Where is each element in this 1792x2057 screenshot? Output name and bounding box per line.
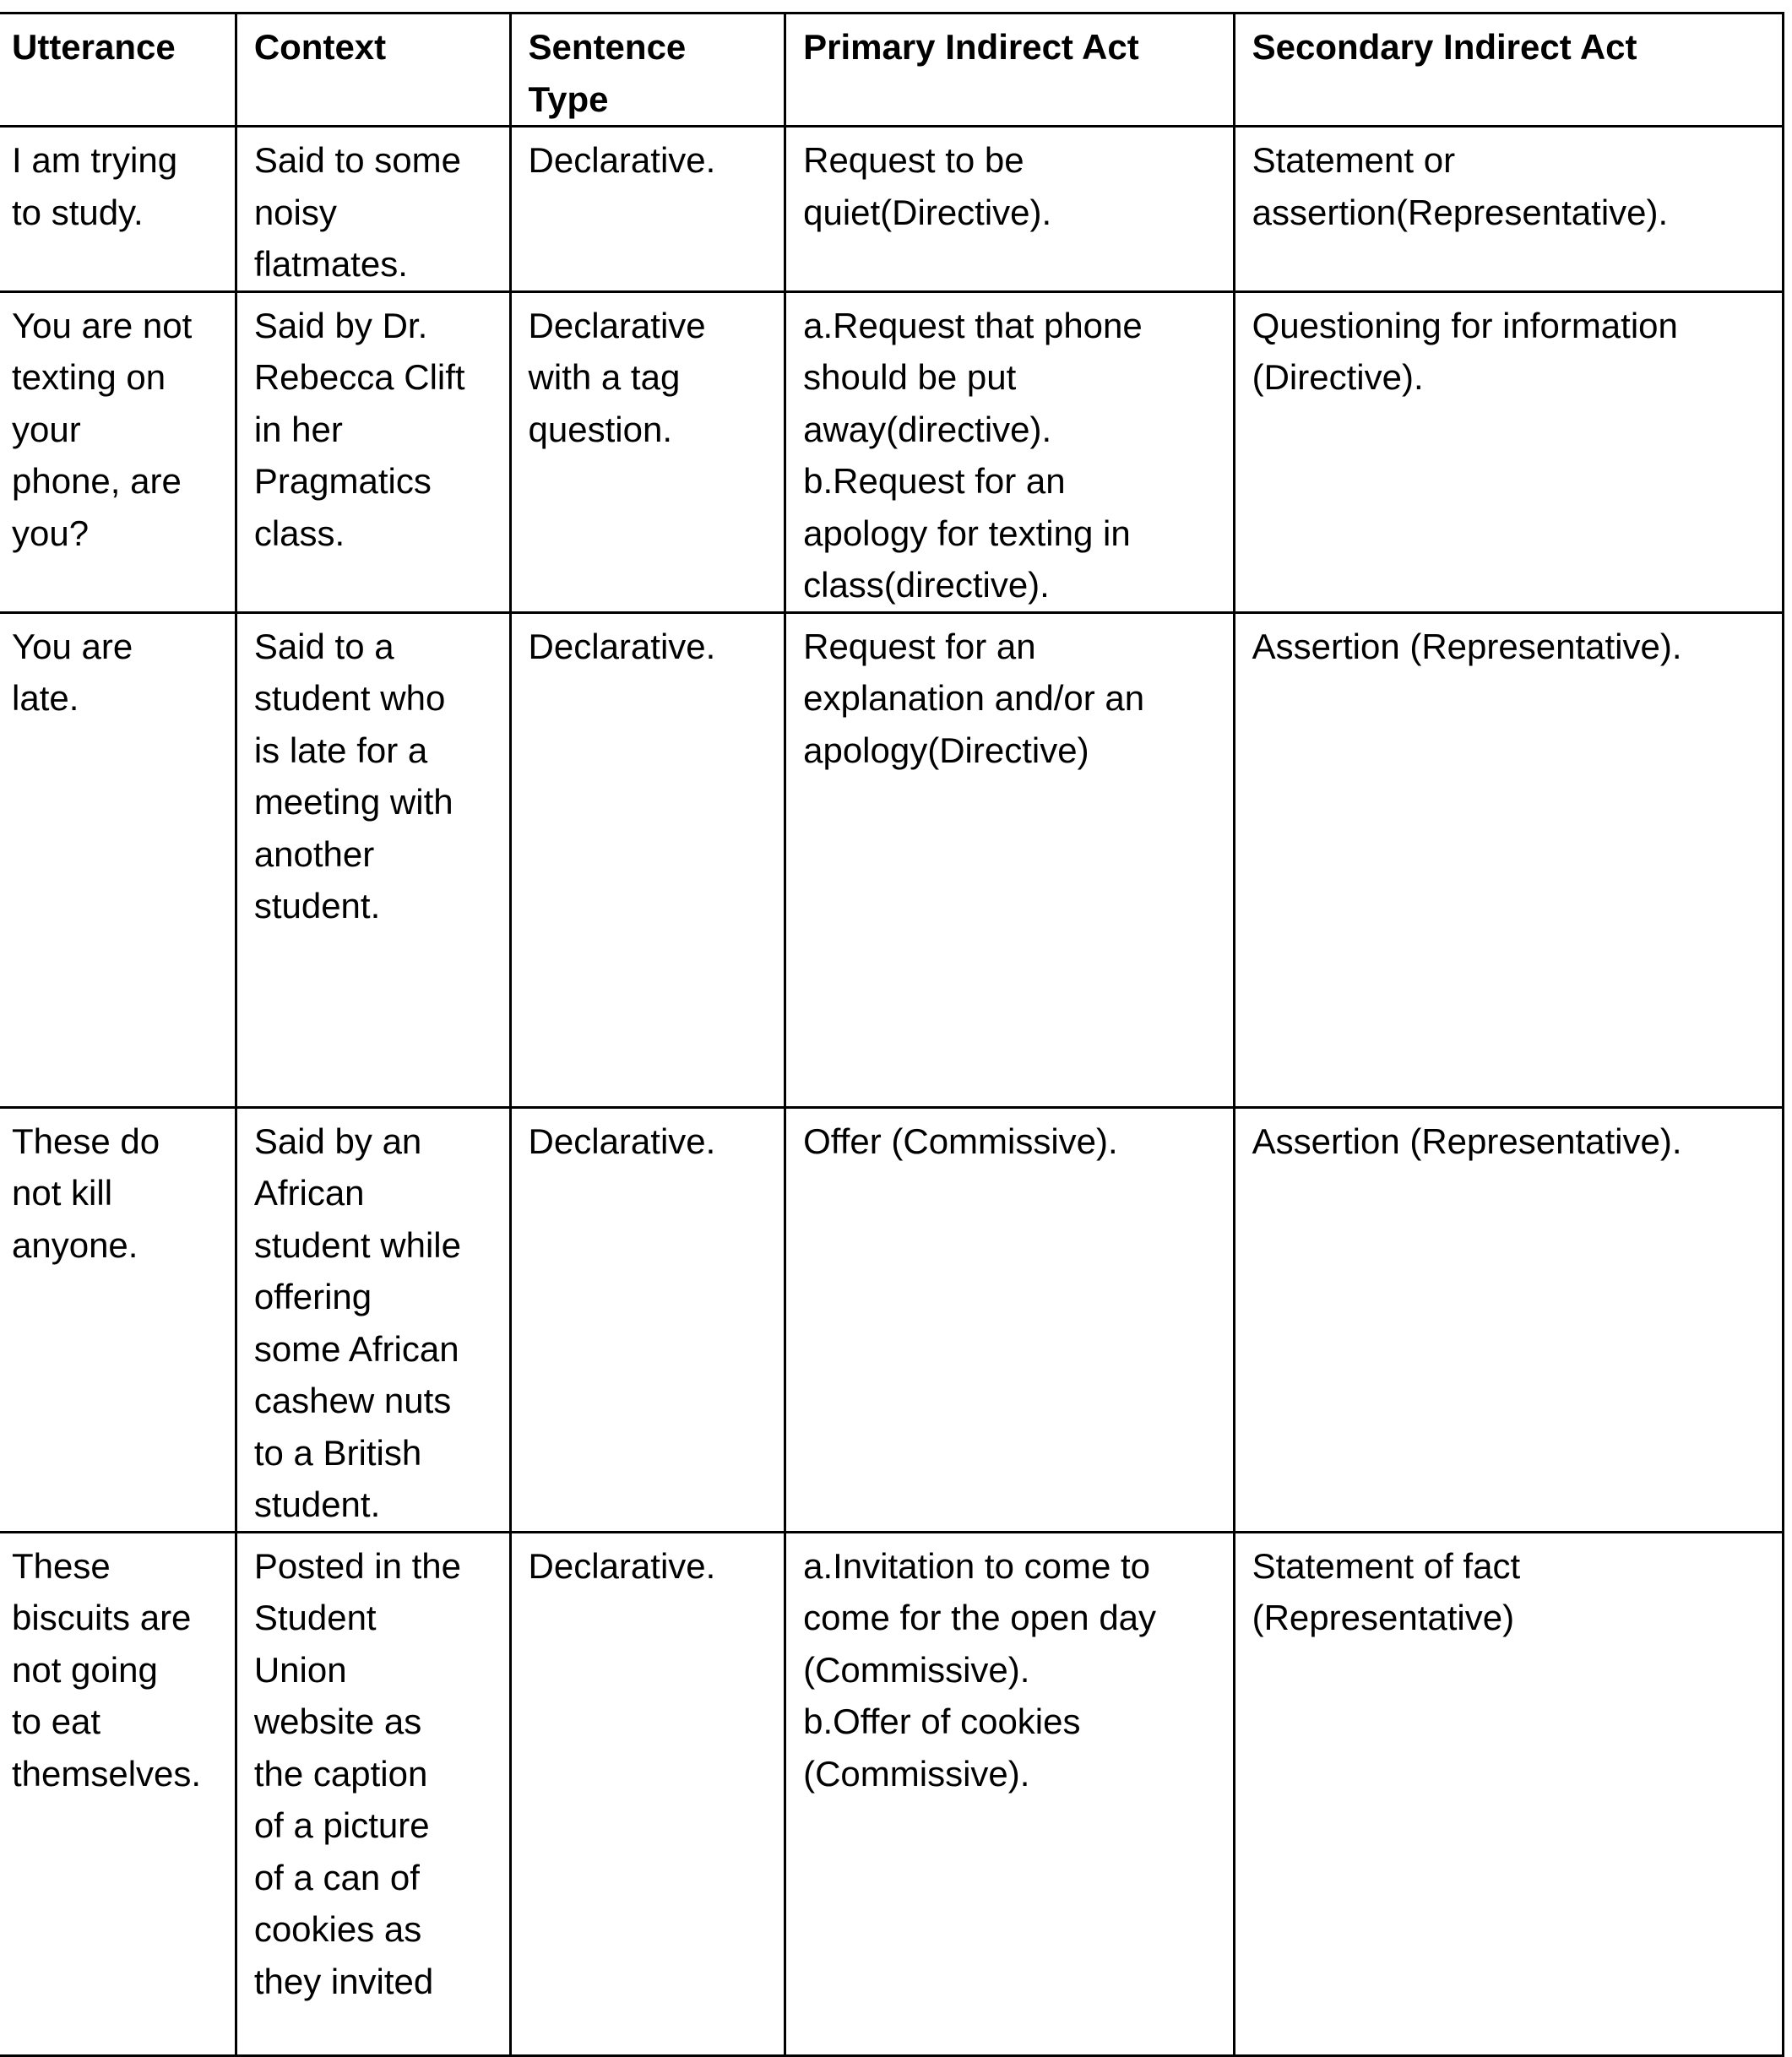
cell-text-line: website as	[253, 1702, 422, 1741]
header-text-line: Context	[253, 27, 387, 67]
cell-text-line: student.	[253, 886, 381, 925]
cell-text-line: Assertion (Representative).	[1252, 626, 1682, 666]
cell-text-line: (Representative)	[1252, 1598, 1515, 1637]
cell-text-line: Declarative	[528, 305, 706, 345]
cell-text-line: offering	[253, 1277, 372, 1316]
cell-text-line: Request to be	[803, 140, 1024, 180]
table-row	[0, 1532, 1784, 2055]
cell-text-line: of a picture	[253, 1805, 430, 1845]
header-text-line: Utterance	[12, 27, 176, 67]
cell-text-line: Said by Dr.	[253, 305, 428, 345]
cell-text-line: Declarative.	[528, 626, 716, 666]
cell-text-line: texting on	[12, 357, 166, 397]
cell-text-line: in her	[253, 409, 343, 449]
cell-text-line: Posted in the	[253, 1545, 461, 1586]
cell-text-line: (Directive).	[1252, 357, 1424, 397]
cell-primary-indirect-act	[785, 612, 1235, 1107]
cell-text-line: Assertion (Representative).	[1252, 1121, 1682, 1161]
cell-utterance	[0, 1532, 236, 2055]
cell-sentence-type	[510, 127, 785, 292]
cell-text-line: Student	[253, 1598, 377, 1637]
cell-secondary-indirect-act	[1234, 127, 1783, 292]
header-text-line: Primary Indirect Act	[803, 27, 1139, 67]
cell-secondary-indirect-act	[1234, 291, 1783, 612]
cell-text-line: Said to some	[253, 140, 461, 180]
cell-text-line: b.Request for an	[803, 461, 1066, 501]
cell-text-line: Offer (Commissive).	[803, 1121, 1118, 1161]
header-utterance	[0, 14, 236, 127]
cell-text-line: class(directive).	[803, 565, 1050, 605]
table-body	[0, 127, 1784, 2056]
cell-text-line: to eat	[12, 1702, 101, 1741]
cell-text-line: Statement of fact	[1252, 1545, 1521, 1586]
cell-text-line: explanation and/or an	[803, 678, 1145, 718]
cell-text-line: Declarative.	[528, 140, 716, 180]
cell-primary-indirect-act	[785, 127, 1235, 292]
cell-primary-indirect-act	[785, 291, 1235, 612]
header-primary-indirect-act	[785, 14, 1235, 127]
cell-utterance	[0, 1107, 236, 1532]
cell-text-line: You are not	[12, 305, 193, 345]
cell-text-line: class.	[253, 513, 345, 553]
cell-text-line: themselves.	[12, 1753, 202, 1794]
cell-context	[236, 1532, 510, 2055]
cell-text-line: of a can of	[253, 1857, 420, 1897]
cell-sentence-type	[510, 291, 785, 612]
cell-text-line: I am trying	[12, 140, 178, 180]
cell-text-line: flatmates.	[253, 244, 408, 284]
cell-text-line: These do	[12, 1121, 160, 1161]
cell-text-line: Pragmatics	[253, 461, 432, 501]
cell-secondary-indirect-act	[1234, 1107, 1783, 1532]
cell-text-line: should be put	[803, 357, 1017, 397]
cell-text-line: your	[12, 409, 81, 449]
cell-text-line: Statement or	[1252, 140, 1456, 180]
table-row	[0, 612, 1784, 1107]
cell-utterance	[0, 291, 236, 612]
header-sentence-type	[510, 14, 785, 127]
cell-sentence-type	[510, 1532, 785, 2055]
cell-text-line: is late for a	[253, 730, 428, 770]
cell-text-line: student.	[253, 1484, 381, 1524]
cell-text-line: another	[253, 833, 375, 874]
cell-text-line: anyone.	[12, 1224, 138, 1265]
cell-text-line: apology(Directive)	[803, 730, 1089, 770]
cell-text-line: Union	[253, 1649, 347, 1690]
cell-text-line: (Commissive).	[803, 1649, 1030, 1690]
cell-text-line: they invited	[253, 1961, 434, 2001]
cell-text-line: assertion(Representative).	[1252, 192, 1669, 232]
header-text-line: Secondary Indirect Act	[1252, 27, 1637, 67]
cell-text-line: Declarative.	[528, 1545, 716, 1586]
cell-text-line: you?	[12, 513, 90, 553]
cell-text-line: noisy	[253, 192, 337, 232]
cell-text-line: b.Offer of cookies	[803, 1702, 1081, 1741]
cell-text-line: cashew nuts	[253, 1381, 452, 1420]
cell-context	[236, 612, 510, 1107]
table-row	[0, 291, 1784, 612]
cell-context	[236, 291, 510, 612]
cell-text-line: to study.	[12, 192, 144, 232]
table-row	[0, 127, 1784, 292]
cell-text-line: some African	[253, 1328, 459, 1369]
cell-text-line: Rebecca Clift	[253, 357, 465, 397]
cell-context	[236, 1107, 510, 1532]
cell-text-line: meeting with	[253, 782, 453, 822]
cell-context	[236, 127, 510, 292]
cell-text-line: African	[253, 1173, 365, 1213]
header-context	[236, 14, 510, 127]
cell-utterance	[0, 127, 236, 292]
cell-sentence-type	[510, 612, 785, 1107]
speech-acts-table	[0, 12, 1784, 2057]
header-secondary-indirect-act	[1234, 14, 1783, 127]
cell-secondary-indirect-act	[1234, 612, 1783, 1107]
cell-text-line: with a tag	[528, 357, 681, 397]
cell-text-line: biscuits are	[12, 1598, 192, 1637]
cell-text-line: Declarative.	[528, 1121, 716, 1161]
cell-text-line: student while	[253, 1224, 461, 1265]
cell-text-line: to a British	[253, 1432, 422, 1473]
cell-text-line: question.	[528, 409, 673, 449]
cell-primary-indirect-act	[785, 1107, 1235, 1532]
cell-text-line: You are	[12, 626, 133, 666]
cell-text-line: (Commissive).	[803, 1753, 1030, 1794]
cell-text-line: student who	[253, 678, 446, 718]
cell-text-line: cookies as	[253, 1909, 422, 1949]
cell-text-line: a.Request that phone	[803, 305, 1143, 345]
cell-text-line: come for the open day	[803, 1598, 1157, 1637]
cell-text-line: Said by an	[253, 1121, 422, 1161]
cell-sentence-type	[510, 1107, 785, 1532]
cell-text-line: late.	[12, 678, 79, 718]
cell-text-line: apology for texting in	[803, 513, 1131, 553]
cell-utterance	[0, 612, 236, 1107]
cell-text-line: not kill	[12, 1173, 113, 1213]
cell-text-line: away(directive).	[803, 409, 1052, 449]
cell-text-line: not going	[12, 1649, 158, 1690]
cell-secondary-indirect-act	[1234, 1532, 1783, 2055]
cell-text-line: Questioning for information	[1252, 305, 1678, 345]
cell-primary-indirect-act	[785, 1532, 1235, 2055]
cell-text-line: Request for an	[803, 626, 1036, 666]
header-text-line: Type	[528, 79, 609, 119]
cell-text-line: phone, are	[12, 461, 182, 501]
cell-text-line: the caption	[253, 1753, 428, 1794]
cell-text-line: quiet(Directive).	[803, 192, 1052, 232]
cell-text-line: These	[12, 1545, 111, 1586]
cell-text-line: a.Invitation to come to	[803, 1545, 1151, 1586]
cell-text-line: Said to a	[253, 626, 394, 666]
table-row	[0, 1107, 1784, 1532]
header-text-line: Sentence	[528, 27, 687, 67]
header-row	[0, 14, 1784, 127]
